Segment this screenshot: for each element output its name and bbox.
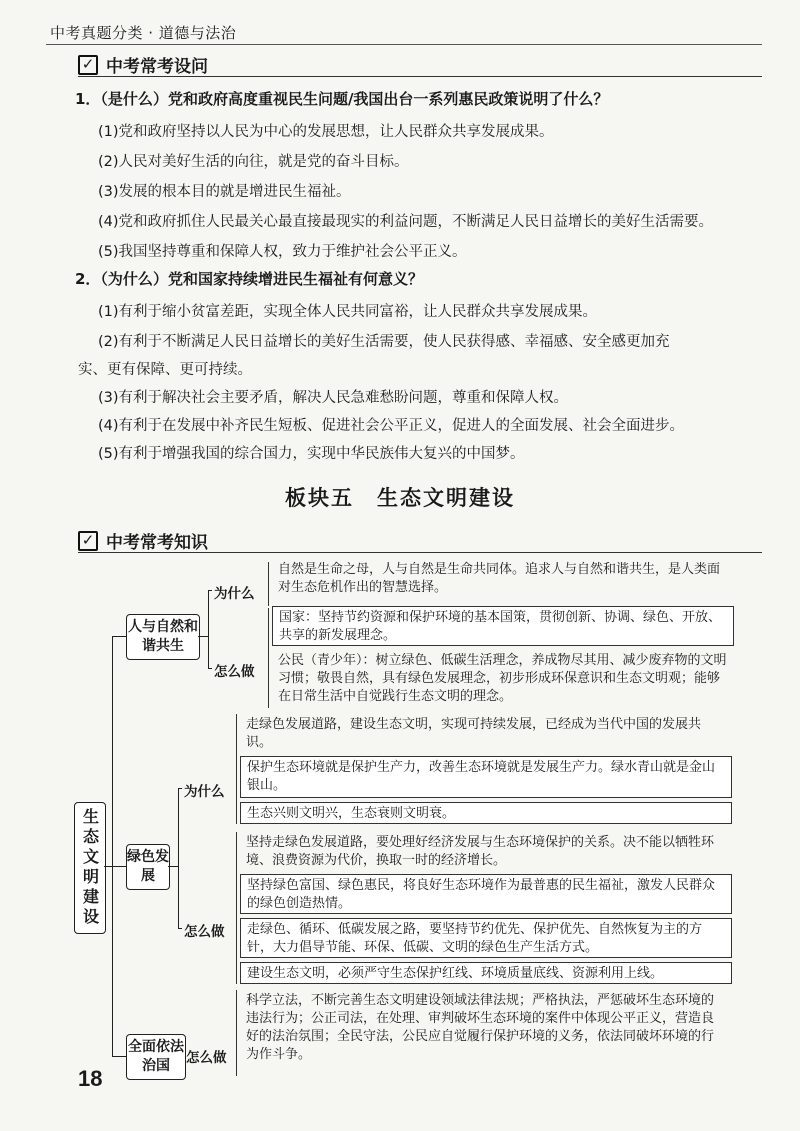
- how-item: 坚持绿色富国、绿色惠民，将良好生态环境作为最普惠的民生福祉，激发人民群众的绿色创造热情。: [240, 874, 732, 914]
- question-1: 1．（是什么）党和政府高度重视民生问题/我国出台一系列惠民政策说明了什么？: [75, 90, 609, 108]
- branch-node-green-development: 绿色发展: [126, 844, 170, 890]
- root-node: 生态文明建设: [74, 802, 106, 934]
- why-item: 保护生态环境就是保护生产力，改善生态环境就是发展生产力。绿水青山就是金山银山。: [240, 756, 732, 798]
- answer-item: (3)有利于解决社会主要矛盾，解决人民急难愁盼问题，尊重和保障人权。: [98, 390, 569, 406]
- answer-item-continued: 实、更有保障、更可持续。: [78, 362, 252, 378]
- how-item: 建设生态文明，必须严守生态保护红线、环境质量底线、资源利用上线。: [240, 962, 732, 984]
- connector-line: [112, 1056, 126, 1057]
- bracket-line: [236, 832, 237, 984]
- connector-line: [208, 668, 212, 669]
- section-divider: [78, 76, 762, 77]
- connector-line: [208, 590, 212, 591]
- why-item: 生态兴则文明兴，生态衰则文明衰。: [240, 802, 732, 824]
- section-heading-label: 中考常考设问: [106, 57, 208, 77]
- connector-line: [198, 636, 208, 637]
- section-heading-questions: [78, 52, 208, 77]
- bracket-line: [236, 714, 237, 824]
- connector-line: [178, 788, 179, 928]
- how-item: 国家：坚持节约资源和保护环境的基本国策，贯彻创新、协调、绿色、开放、共享的新发展理念。: [272, 606, 734, 646]
- why-label: 为什么: [214, 586, 255, 602]
- bracket-line: [236, 990, 237, 1076]
- connector-line: [112, 636, 113, 1056]
- how-item: 走绿色、循环、低碳发展之路，要坚持节约优先、保护优先、自然恢复为主的方针，大力倡导节能、环保、低碳、文明的绿色生产生活方式。: [240, 918, 732, 958]
- how-item: 公民（青少年）：树立绿色、低碳生活理念，养成物尽其用、减少废弃物的文明习惯；敬畏自然，具有绿色发展理念，初步形成环保意识和生态文明观；能够在日常生活中自觉践行生态文明的理念。: [278, 653, 727, 704]
- connector-line: [112, 636, 126, 637]
- section-heading-knowledge: [78, 528, 208, 553]
- connector-line: [168, 866, 178, 867]
- branch-node-harmony: 人与自然和谐共生: [126, 614, 200, 660]
- why-text: 自然是生命之母，人与自然是生命共同体。追求人与自然和谐共生，是人类面对生态危机作出的智慧选择。: [278, 562, 721, 595]
- answer-item: (4)党和政府抓住人民最关心最直接最现实的利益问题，不断满足人民日益增长的美好生活需要。: [98, 214, 714, 230]
- header-divider: [46, 44, 762, 45]
- answer-item: (4)有利于在发展中补齐民生短板、促进社会公平正义，促进人的全面发展、社会全面进步。: [98, 418, 685, 434]
- how-label: 怎么做: [186, 1050, 227, 1066]
- block-title: 板块五 生态文明建设: [285, 485, 515, 510]
- connector-line: [112, 866, 126, 867]
- connector-line: [104, 866, 112, 867]
- running-header: 中考真题分类 · 道德与法治: [50, 24, 237, 42]
- why-label: 为什么: [184, 784, 225, 800]
- answer-item: (3)发展的根本目的就是增进民生福祉。: [98, 184, 351, 200]
- how-label: 怎么做: [184, 924, 225, 940]
- section-divider: [78, 552, 762, 553]
- how-label: 怎么做: [214, 664, 255, 680]
- bracket-line: [268, 608, 269, 708]
- checkmark-icon: ✓: [78, 55, 98, 75]
- bracket-line: [268, 562, 269, 606]
- why-item: 走绿色发展道路，建设生态文明，实现可持续发展，已经成为当代中国的发展共识。: [246, 717, 702, 750]
- answer-item: (5)有利于增强我国的综合国力，实现中华民族伟大复兴的中国梦。: [98, 446, 525, 462]
- answer-item: (5)我国坚持尊重和保障人权，致力于维护社会公平正义。: [98, 244, 467, 260]
- how-item: 坚持走绿色发展道路，要处理好经济发展与生态环境保护的关系。决不能以牺牲环境、浪费资源为代价，换取一时的经济增长。: [246, 835, 715, 868]
- answer-item: (2)有利于不断满足人民日益增长的美好生活需要，使人民获得感、幸福感、安全感更加充: [98, 334, 670, 350]
- section-heading-label: 中考常考知识: [106, 533, 208, 553]
- page-number: 18: [78, 1066, 103, 1091]
- connector-line: [208, 590, 209, 668]
- answer-item: (2)人民对美好生活的向往，就是党的奋斗目标。: [98, 154, 409, 170]
- answer-item: (1)党和政府坚持以人民为中心的发展思想，让人民群众共享发展成果。: [98, 124, 554, 140]
- question-2: 2．（为什么）党和国家持续增进民生福祉有何意义？: [75, 270, 423, 288]
- checkmark-icon: ✓: [78, 531, 98, 551]
- answer-item: (1)有利于缩小贫富差距，实现全体人民共同富裕，让人民群众共享发展成果。: [98, 304, 598, 320]
- how-text: 科学立法，不断完善生态文明建设领域法律法规；严格执法，严惩破坏生态环境的违法行为；公正司法，在处理、审判破坏生态环境的案件中体现公平正义，营造良好的法治氛围；全民守法，公民应自觉履行保护环境的义务，依法同破坏环境的行为作斗争。: [246, 993, 715, 1062]
- branch-node-rule-of-law: 全面依法治国: [126, 1034, 186, 1080]
- connector-line: [178, 788, 182, 789]
- connector-line: [178, 928, 182, 929]
